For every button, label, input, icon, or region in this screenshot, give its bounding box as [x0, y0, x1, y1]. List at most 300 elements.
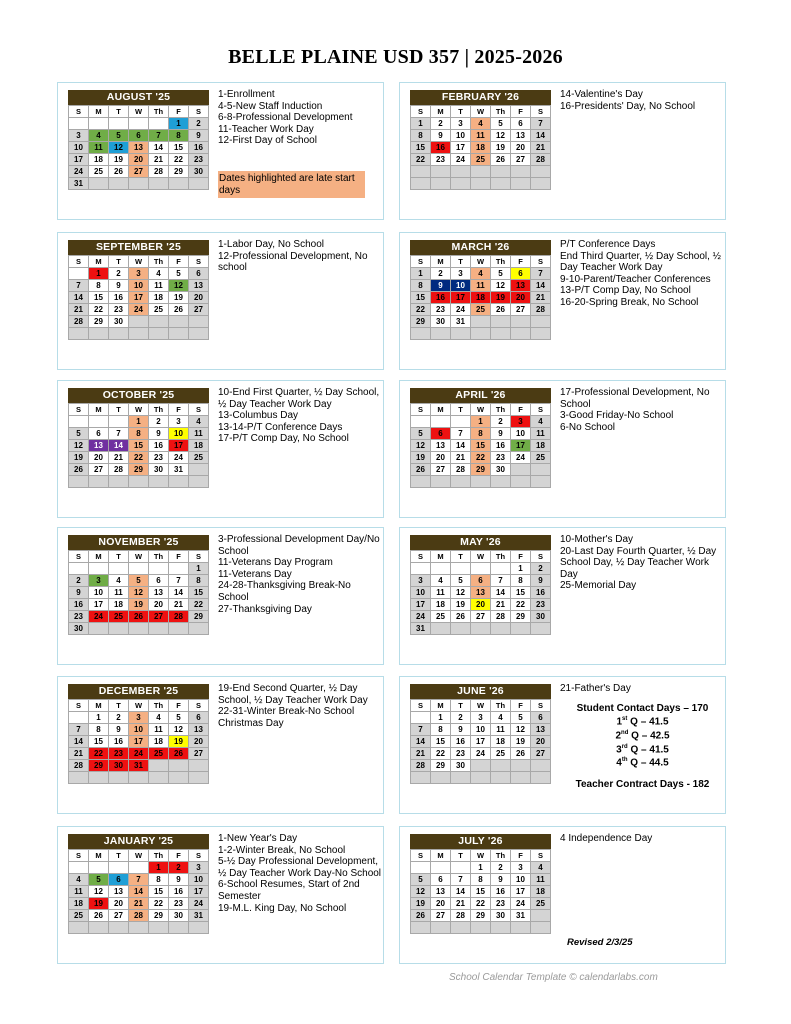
day-cell: 22 [169, 154, 189, 166]
day-cell: 1 [149, 862, 169, 874]
day-cell: 27 [149, 611, 169, 623]
day-cell: 22 [431, 748, 451, 760]
day-cell: 24 [451, 154, 471, 166]
quarter-1: 1st Q – 41.5 [616, 716, 669, 728]
contact-days-summary [560, 703, 725, 790]
day-cell [129, 922, 149, 934]
day-cell [129, 316, 149, 328]
day-cell [511, 922, 531, 934]
day-cell [69, 328, 89, 340]
weekday-header: W [129, 404, 149, 416]
day-cell: 30 [109, 316, 129, 328]
month-panel-september [57, 232, 384, 370]
day-cell [491, 476, 511, 488]
day-cell: 26 [411, 910, 431, 922]
day-cell: 18 [471, 292, 491, 304]
day-cell [411, 922, 431, 934]
day-cell: 22 [511, 599, 531, 611]
weekday-header: Th [491, 404, 511, 416]
weekday-header: M [431, 106, 451, 118]
day-cell: 26 [69, 464, 89, 476]
weekday-header: S [69, 106, 89, 118]
month-grid [410, 105, 551, 190]
day-cell: 28 [169, 611, 189, 623]
day-cell: 26 [169, 304, 189, 316]
day-cell [109, 118, 129, 130]
day-cell: 5 [129, 575, 149, 587]
day-cell: 19 [451, 599, 471, 611]
day-cell: 22 [129, 452, 149, 464]
day-cell: 18 [531, 886, 551, 898]
day-cell: 2 [451, 712, 471, 724]
month-panel-may [399, 527, 726, 665]
day-cell: 31 [169, 464, 189, 476]
day-cell [531, 623, 551, 635]
day-cell: 3 [511, 862, 531, 874]
day-cell: 9 [491, 874, 511, 886]
day-cell: 8 [431, 724, 451, 736]
day-cell: 1 [89, 268, 109, 280]
day-cell: 31 [129, 760, 149, 772]
day-cell: 25 [89, 166, 109, 178]
day-cell: 23 [431, 154, 451, 166]
day-cell [511, 178, 531, 190]
day-cell: 14 [109, 440, 129, 452]
weekday-header: T [451, 551, 471, 563]
weekday-header: W [471, 106, 491, 118]
day-cell [471, 476, 491, 488]
month-grid [68, 255, 209, 340]
day-cell: 2 [431, 268, 451, 280]
day-cell: 11 [491, 724, 511, 736]
footer-credit: School Calendar Template © calendarlabs.com [449, 972, 658, 983]
month-notes: 1-Enrollment 4-5-New Staff Induction 6-8-Professional Development 11-Teacher Work Day 12-First Day of School [218, 89, 353, 147]
month-panel-june [399, 676, 726, 814]
day-cell: 2 [491, 416, 511, 428]
day-cell: 15 [189, 587, 209, 599]
day-cell: 25 [491, 748, 511, 760]
day-cell: 14 [531, 130, 551, 142]
day-cell: 28 [411, 760, 431, 772]
day-cell: 4 [531, 416, 551, 428]
day-cell [109, 772, 129, 784]
day-cell: 7 [69, 280, 89, 292]
day-cell [451, 862, 471, 874]
day-cell: 18 [69, 898, 89, 910]
day-cell [511, 772, 531, 784]
day-cell [511, 760, 531, 772]
day-cell: 27 [189, 304, 209, 316]
day-cell [451, 166, 471, 178]
day-cell: 11 [149, 724, 169, 736]
day-cell: 10 [89, 587, 109, 599]
weekday-header: F [169, 850, 189, 862]
day-cell: 29 [169, 166, 189, 178]
day-cell: 17 [411, 599, 431, 611]
day-cell [411, 416, 431, 428]
day-cell [189, 328, 209, 340]
day-cell: 18 [189, 440, 209, 452]
day-cell: 17 [169, 440, 189, 452]
day-cell: 19 [491, 292, 511, 304]
day-cell: 20 [511, 142, 531, 154]
day-cell: 27 [511, 304, 531, 316]
day-cell [451, 476, 471, 488]
day-cell: 12 [451, 587, 471, 599]
day-cell [471, 328, 491, 340]
day-cell: 13 [189, 724, 209, 736]
day-cell: 12 [491, 280, 511, 292]
day-cell: 21 [451, 452, 471, 464]
weekday-header: S [411, 256, 431, 268]
day-cell: 12 [411, 440, 431, 452]
day-cell: 24 [451, 304, 471, 316]
weekday-header: S [69, 850, 89, 862]
weekday-header: T [109, 850, 129, 862]
day-cell: 10 [129, 724, 149, 736]
day-cell [431, 328, 451, 340]
day-cell: 8 [411, 130, 431, 142]
month-title: JANUARY '25 [68, 834, 209, 849]
month-panel-april [399, 380, 726, 518]
day-cell: 3 [189, 862, 209, 874]
day-cell [109, 416, 129, 428]
weekday-header: F [511, 106, 531, 118]
weekday-header: S [531, 404, 551, 416]
day-cell [511, 316, 531, 328]
weekday-header: Th [491, 551, 511, 563]
day-cell: 26 [169, 748, 189, 760]
day-cell [491, 623, 511, 635]
day-cell: 9 [109, 724, 129, 736]
weekday-header: F [169, 700, 189, 712]
day-cell: 29 [89, 760, 109, 772]
day-cell: 8 [129, 428, 149, 440]
weekday-header: S [189, 404, 209, 416]
day-cell: 4 [491, 712, 511, 724]
day-cell: 28 [109, 464, 129, 476]
day-cell: 28 [451, 464, 471, 476]
day-cell [471, 166, 491, 178]
day-cell: 23 [431, 304, 451, 316]
day-cell: 14 [451, 886, 471, 898]
weekday-header: F [511, 256, 531, 268]
day-cell: 15 [89, 736, 109, 748]
day-cell [491, 772, 511, 784]
day-cell [451, 623, 471, 635]
day-cell: 22 [149, 898, 169, 910]
day-cell [491, 563, 511, 575]
day-cell: 4 [189, 416, 209, 428]
quarter-3: 3rd Q – 41.5 [616, 743, 669, 755]
day-cell: 8 [511, 575, 531, 587]
day-cell [149, 316, 169, 328]
day-cell: 3 [129, 268, 149, 280]
day-cell: 2 [69, 575, 89, 587]
day-cell: 14 [149, 142, 169, 154]
day-cell [149, 922, 169, 934]
day-cell: 5 [411, 428, 431, 440]
weekday-header: S [531, 106, 551, 118]
day-cell: 13 [511, 280, 531, 292]
weekday-header: S [411, 106, 431, 118]
day-cell: 22 [411, 154, 431, 166]
weekday-header: T [451, 850, 471, 862]
day-cell: 13 [511, 130, 531, 142]
month-title: SEPTEMBER '25 [68, 240, 209, 255]
day-cell: 5 [491, 118, 511, 130]
day-cell: 3 [89, 575, 109, 587]
day-cell: 27 [431, 910, 451, 922]
weekday-header: S [411, 551, 431, 563]
day-cell: 18 [431, 599, 451, 611]
day-cell: 24 [511, 898, 531, 910]
day-cell: 17 [511, 886, 531, 898]
day-cell: 29 [431, 760, 451, 772]
day-cell: 25 [149, 304, 169, 316]
weekday-header: M [89, 404, 109, 416]
day-cell: 26 [451, 611, 471, 623]
day-cell: 21 [69, 748, 89, 760]
month-calendar [68, 535, 209, 635]
day-cell [69, 118, 89, 130]
day-cell [411, 563, 431, 575]
day-cell: 4 [109, 575, 129, 587]
day-cell [491, 178, 511, 190]
day-cell [451, 563, 471, 575]
day-cell [129, 563, 149, 575]
day-cell: 9 [149, 428, 169, 440]
day-cell [491, 922, 511, 934]
day-cell: 4 [69, 874, 89, 886]
month-panel-february [399, 82, 726, 220]
day-cell [69, 476, 89, 488]
weekday-header: S [531, 551, 551, 563]
day-cell: 5 [69, 428, 89, 440]
day-cell: 20 [531, 736, 551, 748]
weekday-header: W [129, 551, 149, 563]
day-cell: 15 [129, 440, 149, 452]
day-cell [149, 178, 169, 190]
day-cell: 16 [109, 736, 129, 748]
weekday-header: W [129, 106, 149, 118]
day-cell: 24 [129, 748, 149, 760]
day-cell: 18 [149, 736, 169, 748]
day-cell: 31 [511, 910, 531, 922]
day-cell [89, 563, 109, 575]
day-cell: 7 [451, 874, 471, 886]
day-cell: 5 [109, 130, 129, 142]
day-cell: 18 [471, 142, 491, 154]
day-cell: 14 [169, 587, 189, 599]
weekday-header: W [471, 850, 491, 862]
month-notes: P/T Conference Days End Third Quarter, ½ Day School, ½ Day Teacher Work Day 9-10-Parent/Teacher Conferences 13-P/T Comp Day, No School 16-20-Spring Break, No School [560, 239, 722, 308]
day-cell [169, 772, 189, 784]
weekday-header: M [431, 404, 451, 416]
day-cell: 12 [511, 724, 531, 736]
day-cell [89, 862, 109, 874]
day-cell: 3 [69, 130, 89, 142]
day-cell: 21 [149, 154, 169, 166]
day-cell [531, 476, 551, 488]
day-cell: 23 [189, 154, 209, 166]
day-cell: 8 [471, 874, 491, 886]
day-cell: 13 [189, 280, 209, 292]
month-calendar [68, 388, 209, 488]
month-grid [410, 550, 551, 635]
day-cell: 9 [451, 724, 471, 736]
day-cell: 7 [491, 575, 511, 587]
day-cell [411, 178, 431, 190]
day-cell: 2 [149, 416, 169, 428]
day-cell [129, 862, 149, 874]
day-cell: 3 [451, 118, 471, 130]
day-cell: 25 [431, 611, 451, 623]
weekday-header: T [109, 551, 129, 563]
day-cell: 7 [531, 118, 551, 130]
day-cell [531, 910, 551, 922]
day-cell: 10 [511, 874, 531, 886]
month-calendar [410, 834, 551, 934]
day-cell [169, 178, 189, 190]
day-cell [189, 316, 209, 328]
day-cell [69, 416, 89, 428]
day-cell: 15 [431, 736, 451, 748]
day-cell: 30 [149, 464, 169, 476]
day-cell: 7 [531, 268, 551, 280]
day-cell [169, 563, 189, 575]
weekday-header: S [411, 700, 431, 712]
day-cell [89, 328, 109, 340]
day-cell: 8 [169, 130, 189, 142]
late-start-note: Dates highlighted are late start days [218, 171, 365, 198]
weekday-header: M [431, 256, 451, 268]
day-cell: 12 [129, 587, 149, 599]
day-cell [89, 772, 109, 784]
day-cell: 13 [431, 886, 451, 898]
day-cell [451, 772, 471, 784]
day-cell: 28 [531, 154, 551, 166]
day-cell [511, 623, 531, 635]
month-grid [410, 699, 551, 784]
day-cell: 7 [149, 130, 169, 142]
day-cell: 16 [109, 292, 129, 304]
day-cell: 8 [471, 428, 491, 440]
day-cell: 4 [149, 268, 169, 280]
day-cell: 7 [69, 724, 89, 736]
day-cell: 16 [491, 886, 511, 898]
day-cell [149, 760, 169, 772]
day-cell: 4 [89, 130, 109, 142]
day-cell: 19 [109, 154, 129, 166]
day-cell: 23 [149, 452, 169, 464]
day-cell: 12 [411, 886, 431, 898]
day-cell: 11 [69, 886, 89, 898]
weekday-header: Th [491, 106, 511, 118]
day-cell: 6 [511, 268, 531, 280]
day-cell: 22 [471, 898, 491, 910]
day-cell [431, 772, 451, 784]
day-cell: 23 [491, 452, 511, 464]
weekday-header: W [129, 256, 149, 268]
day-cell: 22 [89, 304, 109, 316]
day-cell: 27 [189, 748, 209, 760]
day-cell [89, 922, 109, 934]
weekday-header: W [129, 700, 149, 712]
month-calendar [410, 388, 551, 488]
weekday-header: F [511, 850, 531, 862]
day-cell: 22 [411, 304, 431, 316]
day-cell: 2 [491, 862, 511, 874]
day-cell: 2 [531, 563, 551, 575]
day-cell [149, 563, 169, 575]
weekday-header: Th [149, 850, 169, 862]
day-cell: 9 [109, 280, 129, 292]
day-cell: 8 [89, 724, 109, 736]
weekday-header: Th [149, 404, 169, 416]
day-cell [491, 166, 511, 178]
page-title: BELLE PLAINE USD 357 | 2025-2026 [228, 46, 563, 68]
day-cell: 6 [511, 118, 531, 130]
weekday-header: M [89, 106, 109, 118]
day-cell [169, 760, 189, 772]
day-cell [471, 178, 491, 190]
day-cell: 11 [149, 280, 169, 292]
day-cell [471, 760, 491, 772]
day-cell: 19 [169, 736, 189, 748]
day-cell [89, 178, 109, 190]
day-cell: 20 [109, 898, 129, 910]
day-cell [531, 922, 551, 934]
weekday-header: W [471, 551, 491, 563]
weekday-header: S [411, 850, 431, 862]
day-cell: 5 [89, 874, 109, 886]
day-cell [169, 316, 189, 328]
day-cell: 4 [431, 575, 451, 587]
month-grid [410, 403, 551, 488]
month-grid [410, 849, 551, 934]
day-cell: 26 [109, 166, 129, 178]
month-notes: 4 Independence Day [560, 833, 653, 844]
weekday-header: T [451, 700, 471, 712]
weekday-header: F [169, 404, 189, 416]
month-title: JUNE '26 [410, 684, 551, 699]
day-cell: 2 [109, 268, 129, 280]
day-cell [189, 464, 209, 476]
day-cell: 28 [129, 910, 149, 922]
weekday-header: S [69, 700, 89, 712]
day-cell: 26 [129, 611, 149, 623]
day-cell: 16 [189, 142, 209, 154]
day-cell: 29 [411, 316, 431, 328]
day-cell: 2 [189, 118, 209, 130]
day-cell: 11 [471, 130, 491, 142]
day-cell [149, 118, 169, 130]
weekday-header: W [471, 700, 491, 712]
day-cell [451, 922, 471, 934]
month-calendar [410, 684, 551, 784]
month-calendar [68, 684, 209, 784]
day-cell: 15 [411, 292, 431, 304]
day-cell: 19 [511, 736, 531, 748]
day-cell: 19 [129, 599, 149, 611]
month-panel-march [399, 232, 726, 370]
weekday-header: M [431, 551, 451, 563]
day-cell [411, 328, 431, 340]
day-cell [189, 760, 209, 772]
day-cell: 6 [531, 712, 551, 724]
month-notes: 14-Valentine's Day 16-Presidents' Day, No School [560, 89, 696, 112]
